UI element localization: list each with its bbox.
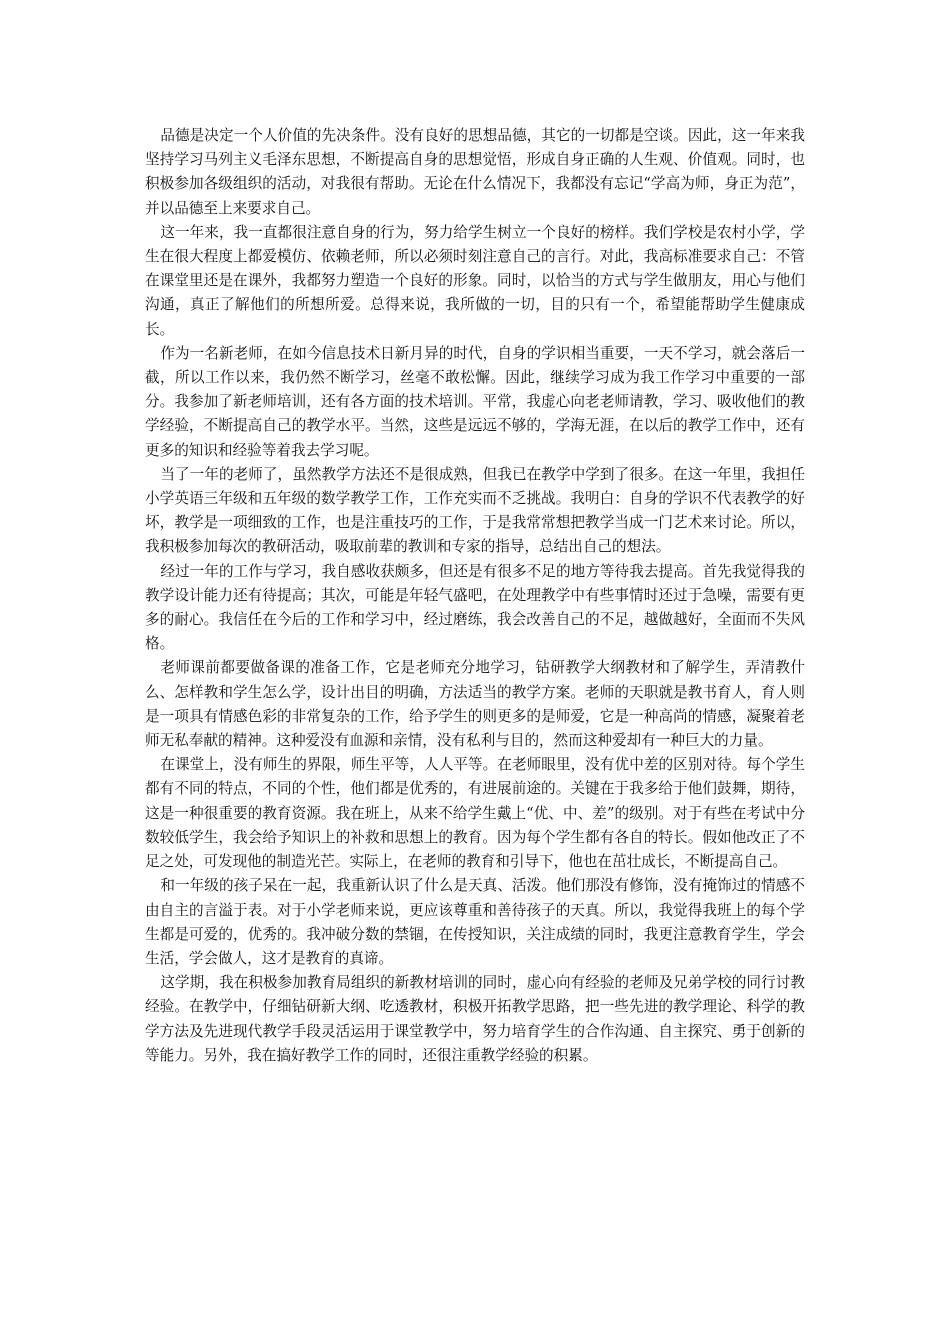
- paragraph-8: 和一年级的孩子呆在一起，我重新认识了什么是天真、活泼。他们那没有修饰，没有掩饰过的情感不由自主的言溢于表。对于小学老师来说，更应该尊重和善待孩子的天真。所以，我觉得我班上的每个学生都是可爱的，优秀的。我冲破分数的禁锢，在传授知识，关注成绩的同时，我更注意教育学生，学会生活，学会做人，这才是教育的真谛。: [145, 877, 805, 967]
- document-body: [145, 124, 805, 1068]
- paragraph-3: 作为一名新老师，在如今信息技术日新月异的时代，自身的学识相当重要，一天不学习，就会落后一截，所以工作以来，我仍然不断学习，丝毫不敢松懈。因此，继续学习成为我工作学习中重要的一部分。我参加了新老师培训，还有各方面的技术培训。平常，我虚心向老老师请教，学习、吸收他们的教学经验，不断提高自己的教学水平。当然，这些是远远不够的，学海无涯，在以后的教学工作中，还有更多的知识和经验等着我去学习呢。: [145, 344, 805, 459]
- paragraph-5: 经过一年的工作与学习，我自感收获颇多，但还是有很多不足的地方等待我去提高。首先我觉得我的教学设计能力还有待提高；其次，可能是年轻气盛吧，在处理教学中有些事情时还过于急噪，需要有更多的耐心。我信任在今后的工作和学习中，经过磨练，我会改善自己的不足，越做越好，全面而不失风格。: [145, 562, 805, 653]
- paragraph-1: 品德是决定一个人价值的先决条件。没有良好的思想品德，其它的一切都是空谈。因此，这一年来我坚持学习马列主义毛泽东思想，不断提高自身的思想觉悟，形成自身正确的人生观、价值观。同时，也积极参加各级组织的活动，对我很有帮助。无论在什么情况下，我都没有忘记“学高为师，身正为范”，并以品德至上来要求自己。: [145, 127, 805, 217]
- paragraph-6: 老师课前都要做备课的准备工作，它是老师充分地学习，钻研教学大纲教材和了解学生，弄清教什么、怎样教和学生怎么学，设计出目的明确，方法适当的教学方案。老师的天职就是教书育人，育人则是一项具有情感色彩的非常复杂的工作，给予学生的则更多的是师爱，它是一种高尚的情感，凝聚着老师无私奉献的精神。这种爱没有血源和亲情，没有私利与目的，然而这种爱却有一种巨大的力量。: [145, 659, 805, 750]
- paragraph-4: 当了一年的老师了，虽然教学方法还不是很成熟，但我已在教学中学到了很多。在这一年里，我担任小学英语三年级和五年级的数学教学工作，工作充实而不乏挑战。我明白：自身的学识不代表教学的好坏，教学是一项细致的工作，也是注重技巧的工作，于是我常常想把教学当成一门艺术来讨论。所以，我积极参加每次的教研活动，吸取前辈的教训和专家的指导，总结出自己的想法。: [145, 465, 805, 556]
- paragraph-2: 这一年来，我一直都很注意自身的行为，努力给学生树立一个良好的榜样。我们学校是农村小学，学生在很大程度上都爱模仿、依赖老师，所以必须时刻注意自己的言行。对此，我高标准要求自己：不管在课堂里还是在课外，我都努力塑造一个良好的形象。同时，以恰当的方式与学生做朋友，用心与他们沟通，真正了解他们的所想所爱。总得来说，我所做的一切，目的只有一个，希望能帮助学生健康成长。: [145, 223, 805, 338]
- paragraph-9: 这学期，我在积极参加教育局组织的新教材培训的同时，虚心向有经验的老师及兄弟学校的同行讨教经验。在教学中，仔细钻研新大纲、吃透教材，积极开拓教学思路，把一些先进的教学理论、科学的教学方法及先进现代教学手段灵活运用于课堂教学中，努力培育学生的合作沟通、自主探究、勇于创新的等能力。另外，我在搞好教学工作的同时，还很注重教学经验的积累。: [145, 974, 805, 1064]
- paragraph-7: 在课堂上，没有师生的界限，师生平等，人人平等。在老师眼里，没有优中差的区别对待。每个学生都有不同的特点，不同的个性，他们都是优秀的，有进展前途的。关键在于我多给于他们鼓舞，期待，这是一种很重要的教育资源。我在班上，从来不给学生戴上“优、中、差”的级别。对于有些在考试中分数较低学生，我会给予知识上的补救和思想上的教育。因为每个学生都有各自的特长。假如他改正了不足之处，可发现他的制造光芒。实际上，在老师的教育和引导下，他也在茁壮成长，不断提高自己。: [145, 756, 805, 871]
